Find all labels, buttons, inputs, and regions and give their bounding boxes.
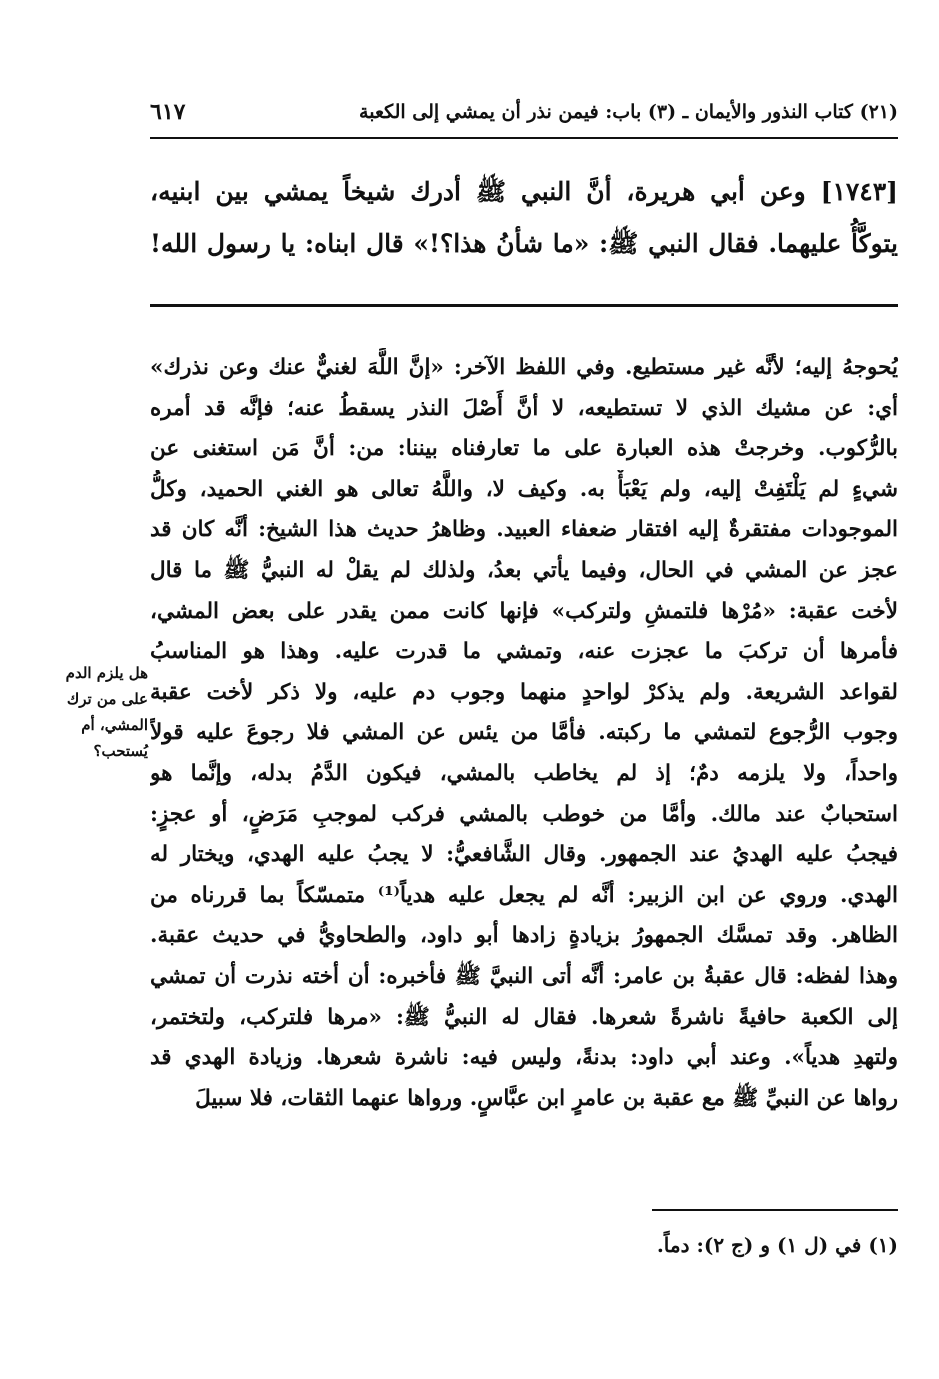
commentary-line: فأمرها أن تركبَ ما عجزت عنه، وتمشي ما قدرت عليه. وهذا هو المناسبُ xyxy=(150,639,898,665)
footnote: (١) في (ل ١) و (ج ٢): دماً. xyxy=(656,1233,898,1257)
commentary-line: عجز عن المشي في الحال، وفيما يأتي بعدُ، ولذلك لم يقلْ له النبيُّ ﷺ ما قال xyxy=(150,557,898,583)
commentary-line: أي: عن مشيك الذي لا تستطيعه، لا أنَّ أَصْلَ النذر يسقطُ عنه؛ فإنَّه قد أمره xyxy=(150,395,898,421)
commentary-line: رواها عن النبيِّ ﷺ مع عقبة بن عامرٍ ابن عبَّاسٍ. ورواها عنهما الثقات، فلا سبيلَ xyxy=(195,1085,898,1111)
footnote-rule xyxy=(652,1209,898,1211)
commentary-line: لأخت عقبة: «مُرْها فلتمشِ ولتركب» فإنها كانت ممن يقدر على بعض المشي، xyxy=(150,598,898,624)
running-header-title: (٢١) كتاب النذور والأيمان ـ (٣) باب: فيمن نذر أن يمشي إلى الكعبة xyxy=(359,101,898,123)
commentary-line: استحبابٌ عند مالك. وأمَّا من خوطب بالمشي فركب لموجبِ مَرَضٍ، أو عجزٍ: xyxy=(150,801,898,827)
commentary-line: الهدي. وروي عن ابن الزبير: أنَّه لم يجعل عليه هدياً⁽¹⁾ متمسّكاً بما قررناه من xyxy=(150,882,898,908)
margin-note-line: يُستحب؟ xyxy=(93,742,148,760)
margin-note xyxy=(8,660,148,764)
commentary-line: ولتهدِ هدياً». وعند أبي داود: بدنةً، وليس فيه: ناشرة شعرها. وزيادة الهدي قد xyxy=(150,1045,898,1071)
commentary-line: وجوب الرُّجوع لتمشي ما ركبته. فأمَّا من يئس عن المشي فلا رجوعَ عليه قولاً xyxy=(150,720,898,746)
commentary-line: فيجبُ عليه الهديُ عند الجمهور. وقال الشَّافعيُّ: لا يجبُ عليه الهدي، ويختار له xyxy=(150,842,898,868)
page-number: ٦١٧ xyxy=(150,99,186,125)
margin-note-line: هل يلزم الدم xyxy=(65,664,148,682)
section-separator xyxy=(150,304,898,307)
commentary-line: شيءٍ لم يَلْتَفِتْ إليه، ولم يَعْبَأْ به. وكيف لا، واللَّهُ تعالى هو الغني الحميد، وكلُّ xyxy=(150,476,898,502)
commentary-line: إلى الكعبة حافيةً ناشرةً شعرها. فقال له النبيُّ ﷺ: «مرها فلتركب، ولتختمر، xyxy=(150,1004,898,1030)
hadith-line: [١٧٤٣] وعن أبي هريرة، أنَّ النبي ﷺ أدرك شيخاً يمشي بين ابنيه، xyxy=(150,177,898,206)
commentary-line: الموجودات مفتقرةٌ إليه افتقار ضعفاء العبيد. وظاهرُ حديث هذا الشيخ: أنَّه كان قد xyxy=(150,517,898,543)
margin-note-line: على من ترك xyxy=(66,690,148,708)
commentary-text xyxy=(150,348,898,1119)
commentary-line: يُحوجهُ إليه؛ لأنَّه غير مستطيع. وفي اللفظ الآخر: «إنَّ اللَّهَ لغنيٌّ عنك وعن نذرك» xyxy=(150,355,898,380)
hadith-line: يتوكَّأُ عليهما. فقال النبي ﷺ: «ما شأنُ هذا؟!» قال ابناه: يا رسول الله! xyxy=(150,229,898,258)
commentary-line: بالرُّكوب. وخرجتْ هذه العبارة على ما تعارفناه بيننا: من: أنَّ مَن استغنى عن xyxy=(150,436,898,462)
commentary-line: واحداً، ولا يلزمه دمٌ؛ إذ لم يخاطب بالمشي، فيكون الدَّمُ بدله، وإنَّما هو xyxy=(150,760,898,786)
commentary-line: لقواعد الشريعة. ولم يذكرْ لواحدٍ منهما وجوب دم عليه، ولا ذكر لأخت عقبة xyxy=(150,679,898,705)
header-rule xyxy=(150,137,898,139)
running-header xyxy=(150,95,898,135)
commentary-line: الظاهر. وقد تمسَّك الجمهورُ بزيادةٍ زادها أبو داود، والطحاويُّ في حديث عقبة. xyxy=(150,923,898,949)
hadith-text xyxy=(150,166,898,270)
commentary-line: وهذا لفظه: قال عقبةُ بن عامر: أنَّه أتى النبيَّ ﷺ فأخبره: أن أخته نذرت أن تمشي xyxy=(150,963,898,989)
margin-note-line: المشي، أم xyxy=(81,716,148,734)
